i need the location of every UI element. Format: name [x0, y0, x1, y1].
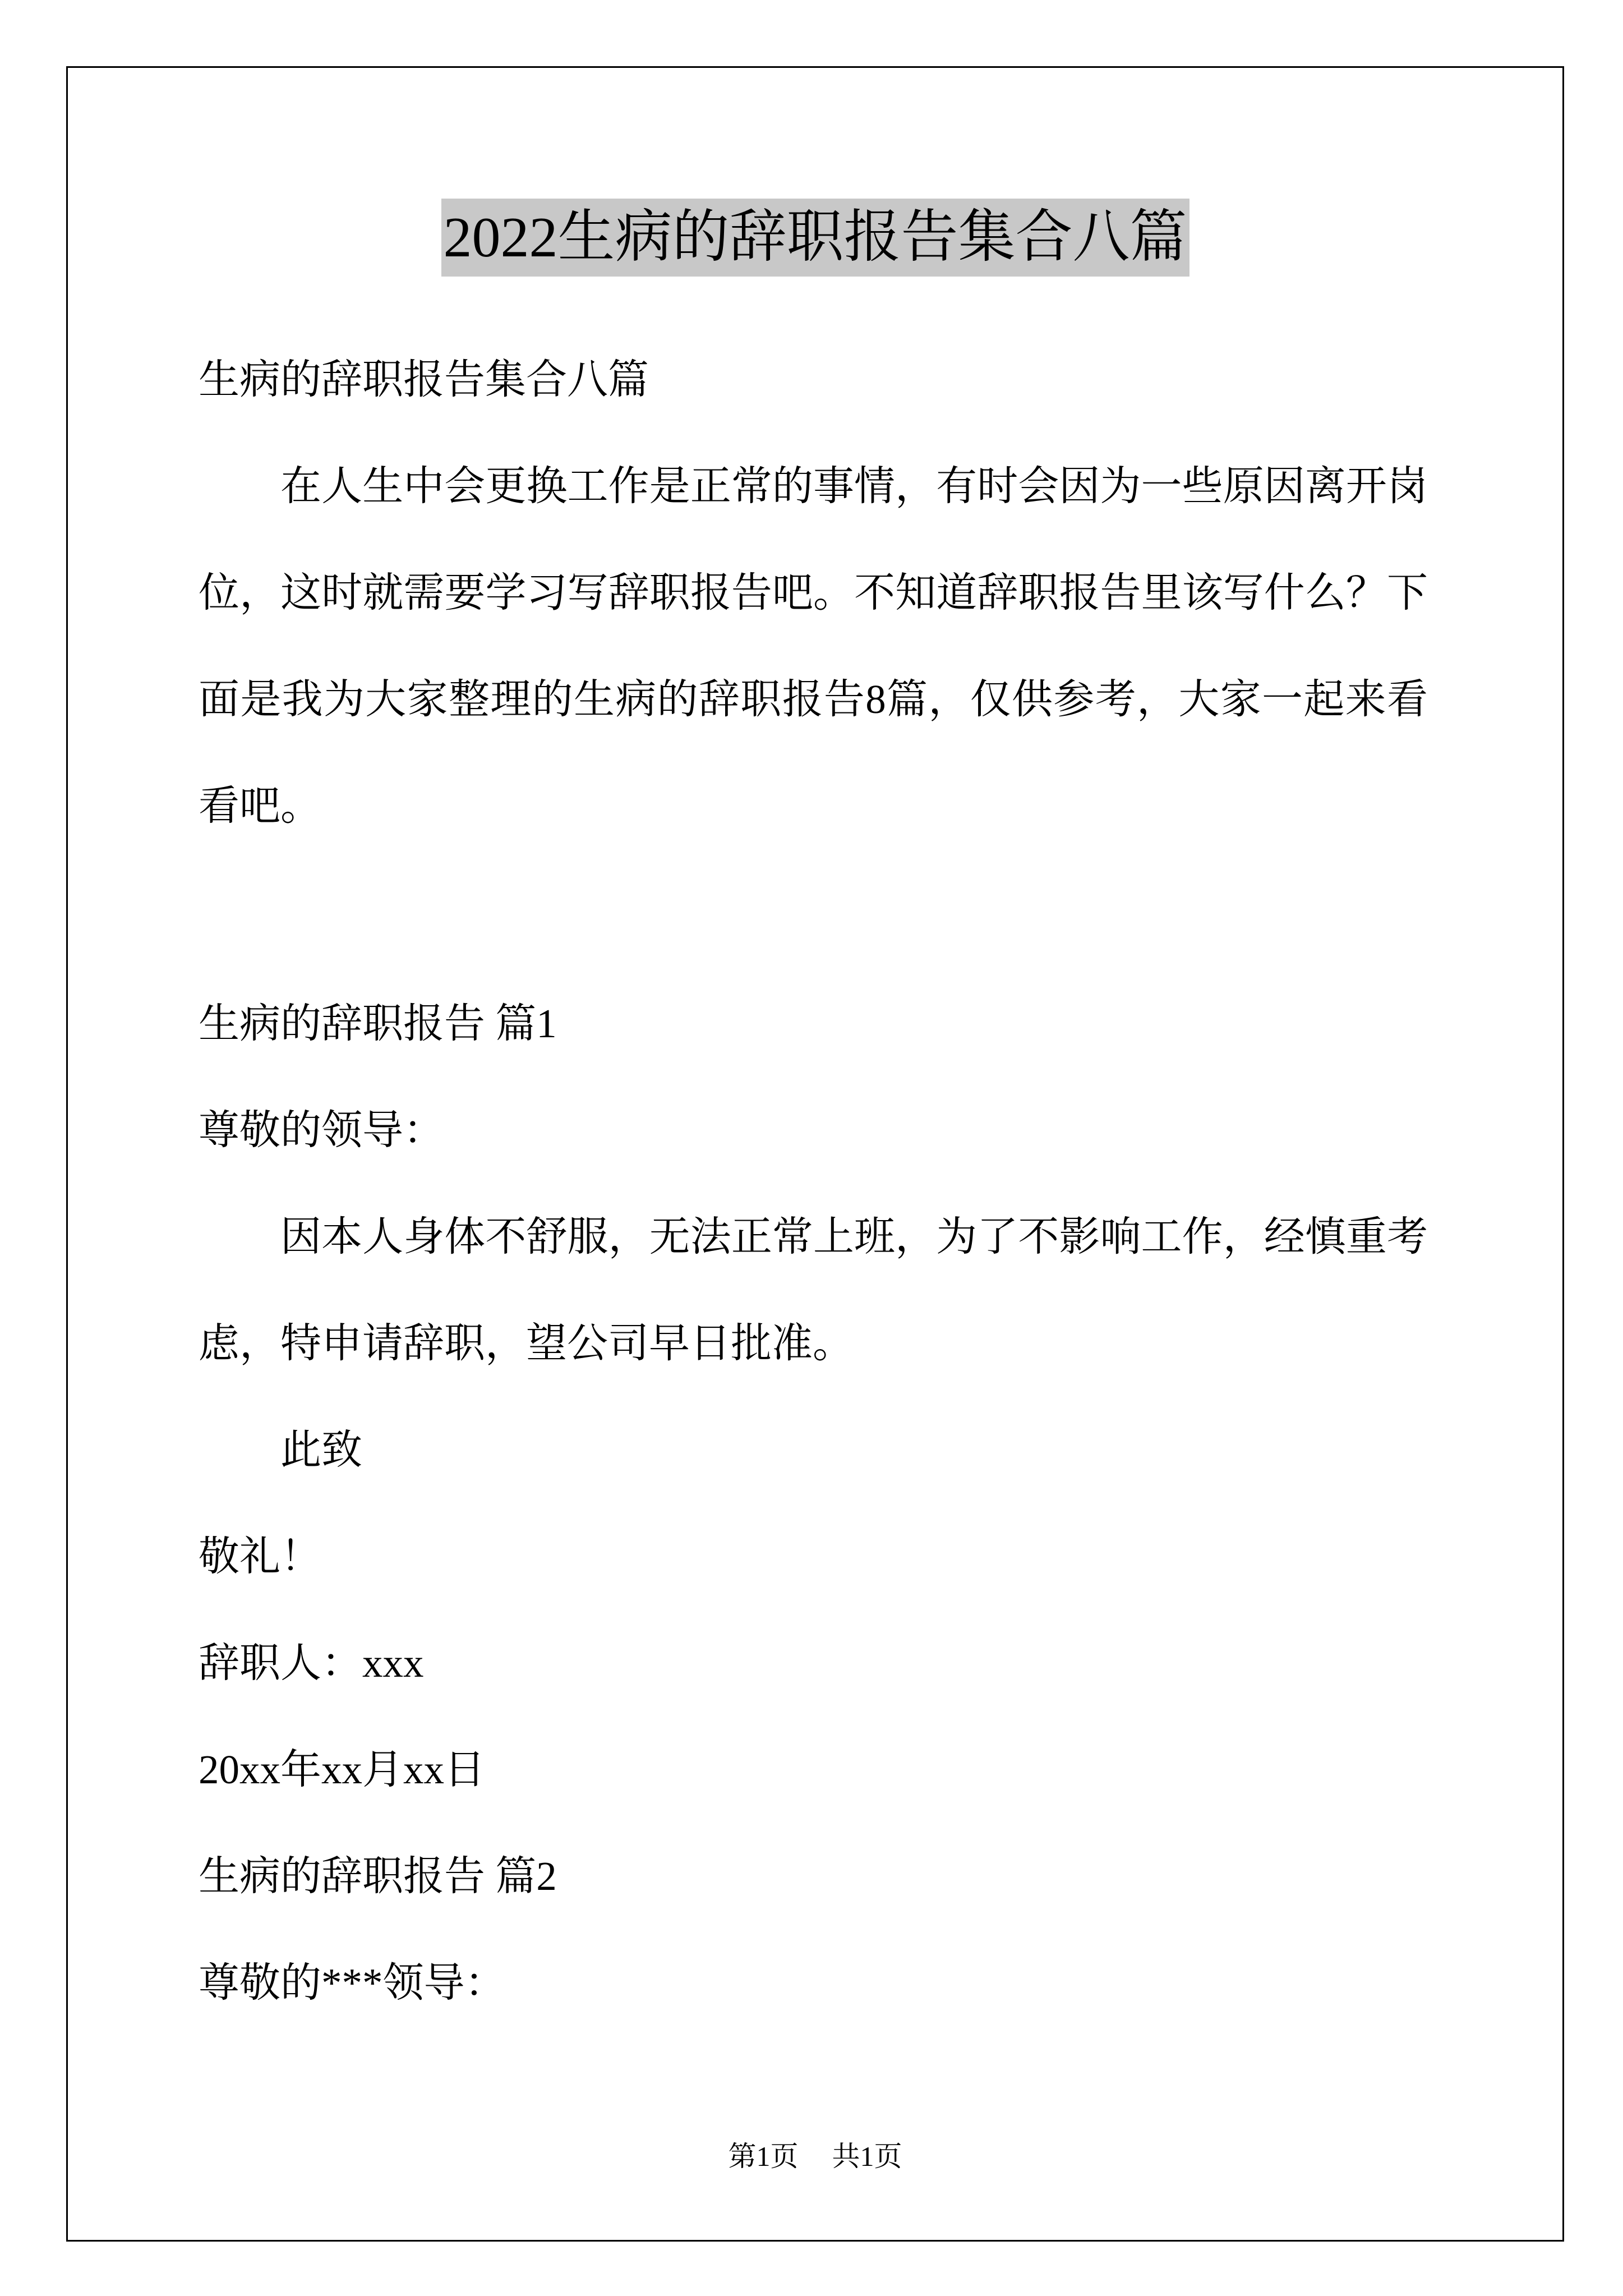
- closing: 此致: [280, 1427, 362, 1473]
- page-total: 共1页: [832, 2141, 902, 2172]
- salutation: 尊敬的***领导：: [199, 1960, 506, 2005]
- section-heading: 生病的辞职报告 篇1: [199, 1001, 557, 1046]
- paragraph-line: 因本人身体不舒服，无法正常上班，为了不影响工作，经慎重考: [280, 1214, 1428, 1259]
- regards: 敬礼！: [199, 1534, 321, 1579]
- page-number: 第1页: [728, 2141, 799, 2172]
- section-2: [199, 1823, 1428, 2036]
- page-footer: [66, 2139, 1564, 2173]
- document-body: [199, 326, 1428, 2036]
- document-title: 2022生病的辞职报告集合八篇: [441, 199, 1189, 277]
- section-1: [199, 970, 1428, 1823]
- signer: 辞职人：xxx: [199, 1640, 424, 1686]
- document-subtitle: 生病的辞职报告集合八篇: [199, 357, 649, 402]
- paragraph-line: 看吧。: [199, 783, 321, 829]
- salutation: 尊敬的领导：: [199, 1107, 444, 1153]
- paragraph-line: 虑，特申请辞职，望公司早日批准。: [199, 1320, 854, 1366]
- paragraph-line: 位，这时就需要学习写辞职报告吧。不知道辞职报告里该写什么？下: [199, 570, 1428, 615]
- paragraph-line: 面是我为大家整理的生病的辞职报告8篇，仅供参考，大家一起来看: [199, 677, 1428, 722]
- date: 20xx年xx月xx日: [199, 1747, 485, 1792]
- intro-paragraph: [199, 433, 1428, 859]
- section-heading: 生病的辞职报告 篇2: [199, 1853, 557, 1899]
- paragraph-line: 在人生中会更换工作是正常的事情，有时会因为一些原因离开岗: [280, 463, 1428, 509]
- title-container: [66, 199, 1564, 277]
- blank-line: [199, 859, 1428, 970]
